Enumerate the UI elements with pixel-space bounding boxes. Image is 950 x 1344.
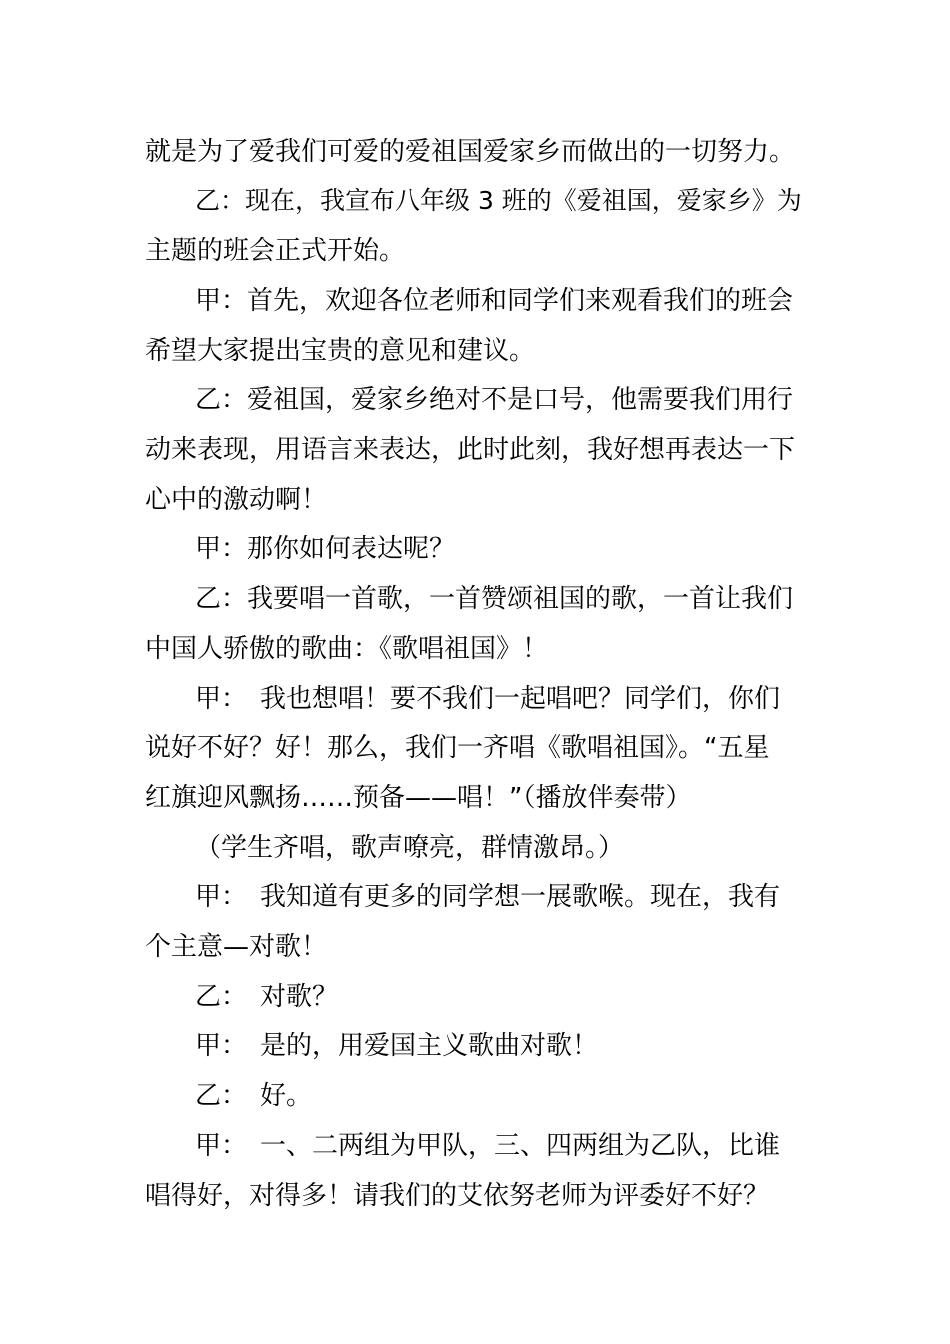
text-line: 主题的班会正式开始。 bbox=[145, 236, 406, 266]
text-line: 甲： 我知道有更多的同学想一展歌喉。现在，我有 bbox=[195, 882, 781, 912]
text-line: 乙： 好。 bbox=[195, 1081, 313, 1111]
text-line: 中国人骄傲的歌曲：《歌唱祖国》！ bbox=[145, 634, 549, 664]
text-line: 甲： 一、二两组为甲队，三、四两组为乙队，比谁 bbox=[195, 1131, 781, 1161]
text-line: 甲： 我也想唱！要不我们一起唱吧？同学们，你们 bbox=[195, 684, 781, 714]
text-line: 甲： 是的，用爱国主义歌曲对歌！ bbox=[195, 1031, 599, 1061]
text-line: （学生齐唱，歌声嘹亮，群情激昂。） bbox=[195, 833, 625, 863]
text-line: 唱得好，对得多！请我们的艾依努老师为评委好不好？ bbox=[145, 1181, 770, 1211]
text-line: 说好不好？好！那么，我们一齐唱《歌唱祖国》。“五星 bbox=[145, 733, 770, 763]
text-line: 乙：爱祖国，爱家乡绝对不是口号，他需要我们用行 bbox=[195, 385, 794, 415]
text-line: 动来表现，用语言来表达，此时此刻，我好想再表达一下 bbox=[145, 435, 796, 465]
text-line: 就是为了爱我们可爱的爱祖国爱家乡而做出的一切努力。 bbox=[145, 137, 796, 167]
text-line: 希望大家提出宝贵的意见和建议。 bbox=[145, 336, 536, 366]
text-line: 甲：首先，欢迎各位老师和同学们来观看我们的班会 bbox=[195, 286, 794, 316]
text-line: 心中的激动啊！ bbox=[145, 485, 328, 515]
text-line: 乙：现在，我宣布八年级 3 班的《爱祖国，爱家乡》为 bbox=[195, 186, 802, 215]
text-line: 甲：那你如何表达呢？ bbox=[195, 534, 456, 564]
text-line: 乙：我要唱一首歌，一首赞颂祖国的歌，一首让我们 bbox=[195, 584, 794, 614]
text-line: 个主意—对歌！ bbox=[145, 932, 328, 962]
text-line: 红旗迎风飘扬……预备——唱！”（播放伴奏带） bbox=[145, 783, 692, 813]
text-line: 乙： 对歌？ bbox=[195, 982, 339, 1012]
